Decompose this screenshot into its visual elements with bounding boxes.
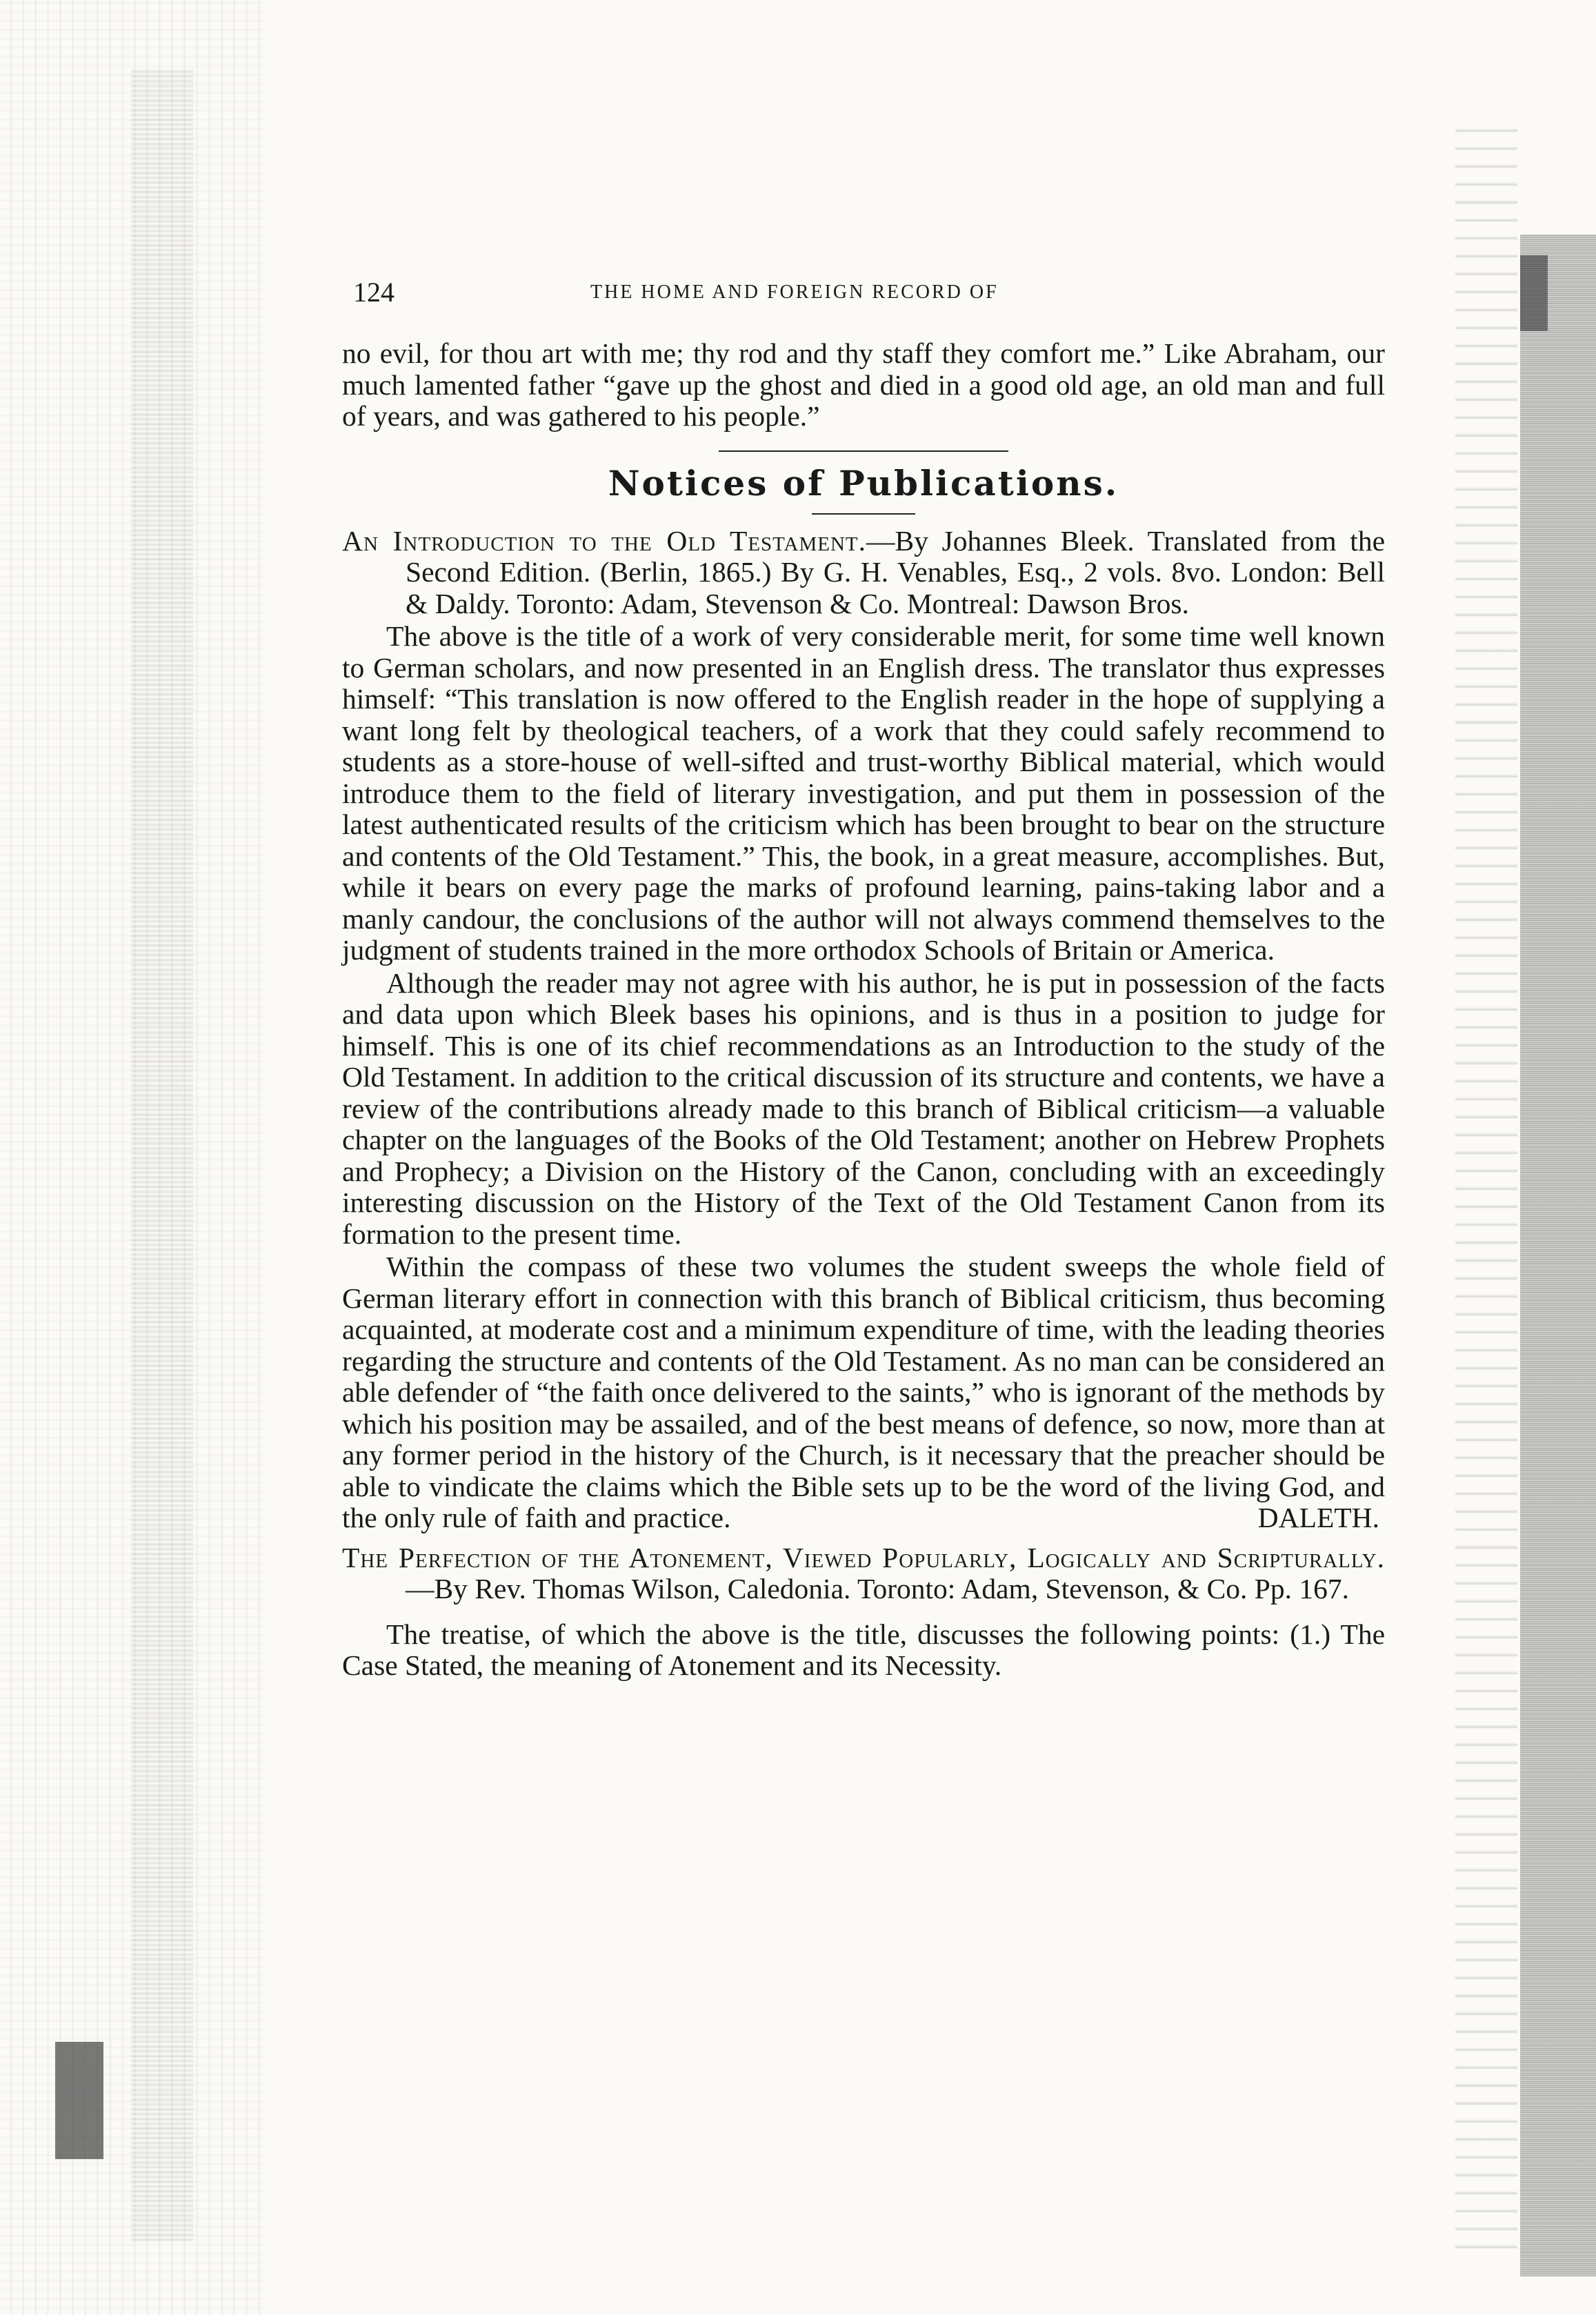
notice-title-wilson: The Perfection of the Atonement, Viewed Popularly, Logically and Scripturally. [342,1541,1385,1573]
notice-paragraph-3 [342,1251,1385,1534]
scan-edge-right-dots [1455,124,1517,2263]
scan-edge-right-mark [1520,255,1548,331]
section-title: Notices of Publications. [608,462,1119,504]
scan-edge-left-mark [55,2042,103,2159]
notice-paragraph-2: Although the reader may not agree with his author, he is put in possession of the facts and data upon which Bleek bases his opinions, and is thus in a position to judge for himself. This is one of its chief recommendations as an Introduction to the study of the Old Testament. In addition to the critical discussion of its structure and contents, we have a review of the contributions already made to this branch of Biblical criticism—a valuable chapter on the languages of the Books of the Old Testament; another on Hebrew Prophets and Prophecy; a Division on the History of the Canon, concluding with an exceedingly interesting discussion on the History of the Text of the Old Testament Canon from its formation to the present time. [342,966,1385,1250]
page-number: 124 [353,277,395,308]
notice-heading-wilson [342,1542,1385,1605]
running-head [342,276,1385,326]
running-title: THE HOME AND FOREIGN RECORD OF [590,281,999,303]
notice-citation-bleek: —By Johannes Bleek. Translated from the Second Edition. (Berlin, 1865.) By G. H. Venables, Esq., 2 vols. 8vo. London: Bell & Daldy. Toronto: Adam, Stevenson & Co. Montreal: Dawson Bros. [406,524,1385,619]
section-divider [719,450,1008,452]
notice-citation-wilson: —By Rev. Thomas Wilson, Caledonia. Toronto: Adam, Stevenson, & Co. Pp. 167. [406,1573,1349,1604]
page [342,276,1385,1682]
notice-title-bleek: An Introduction to the Old Testament. [342,524,867,557]
signature: DALETH. [1257,1502,1379,1533]
notice-paragraph-3-text: Within the compass of these two volumes the student sweeps the whole field of German literary effort in connection with this branch of Biblical criticism, thus becoming acquainted, at moderate cost and a minimum expenditure of time, with the leading theories regarding the structure and contents of the Old Testament. As no man can be considered an able defender of “the faith once delivered to the saints,” who is ignorant of the methods by which his position may be assailed, and of the best means of defence, so now, more than at any former period in the history of the Church, is it necessary that the preacher should be able to vindicate the claims which the Bible sets up to be the word of the living God, and the only rule of faith and practice. [342,1251,1385,1533]
notice-paragraph-1: The above is the title of a work of very considerable merit, for some time well known to German scholars, and now presented in an English dress. The translator thus expresses himself: “This translation is now offered to the English reader in the hope of supplying a want long felt by theological teachers, of a work that they could safely recommend to students as a store-house of well-sifted and trust-worthy Biblical material, which would introduce them to the field of literary investigation, and put them in possession of the latest authenticated results of the criticism which has been brought to bear on the structure and contents of the Old Testament.” This, the book, in a great measure, accomplishes. But, while it bears on every page the marks of profound learning, pains-taking labor and a manly candour, the conclusions of the author will not always commend themselves to the judgment of students trained in the more orthodox Schools of Britain or America. [342,620,1385,966]
notice-heading-bleek [342,526,1385,620]
title-underline [812,513,915,515]
continuation-paragraph: no evil, for thou art with me; thy rod and thy staff they comfort me.” Like Abraham, our much lamented father “gave up the ghost and died in a good old age, an old man and full of years, and was gathered to his people.” [342,337,1385,432]
scan-edge-left-band [131,69,193,2242]
notice-paragraph-4: The treatise, of which the above is the title, discusses the following points: (1.) The Case Stated, the meaning of Atonement and its Necessity. [342,1618,1385,1681]
scan-edge-right [1520,235,1596,2276]
